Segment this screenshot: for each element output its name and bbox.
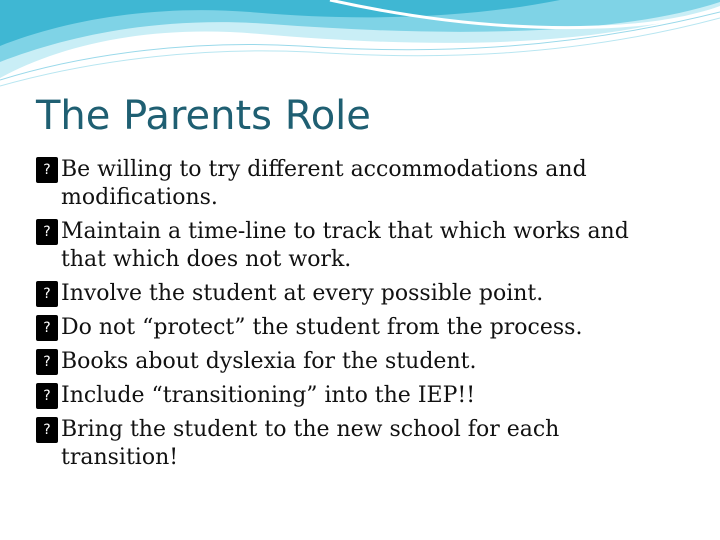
list-item-text: Bring the student to the new school for each transition! bbox=[61, 417, 560, 470]
list-item-text: Be willing to try different accommodations and modifications. bbox=[61, 157, 587, 210]
list-item bbox=[36, 382, 676, 410]
bullet-marker-icon: ? bbox=[36, 417, 58, 443]
bullet-marker-icon: ? bbox=[36, 349, 58, 375]
list-item bbox=[36, 156, 676, 212]
bullet-marker-icon: ? bbox=[36, 281, 58, 307]
list-item-text: Do not “protect” the student from the process. bbox=[61, 315, 583, 340]
bullet-marker-icon: ? bbox=[36, 157, 58, 183]
decorative-wave-header bbox=[0, 0, 720, 90]
list-item-text: Books about dyslexia for the student. bbox=[61, 349, 477, 374]
list-item bbox=[36, 280, 676, 308]
list-item bbox=[36, 416, 676, 472]
bullet-list bbox=[36, 156, 676, 478]
bullet-marker-icon: ? bbox=[36, 219, 58, 245]
bullet-marker-icon: ? bbox=[36, 383, 58, 409]
bullet-marker-icon: ? bbox=[36, 315, 58, 341]
list-item bbox=[36, 218, 676, 274]
list-item-text: Involve the student at every possible point. bbox=[61, 281, 544, 306]
list-item-text: Include “transitioning” into the IEP!! bbox=[61, 383, 476, 408]
slide-title: The Parents Role bbox=[36, 93, 371, 139]
list-item bbox=[36, 314, 676, 342]
list-item-text: Maintain a time-line to track that which works and that which does not work. bbox=[61, 219, 629, 272]
list-item bbox=[36, 348, 676, 376]
